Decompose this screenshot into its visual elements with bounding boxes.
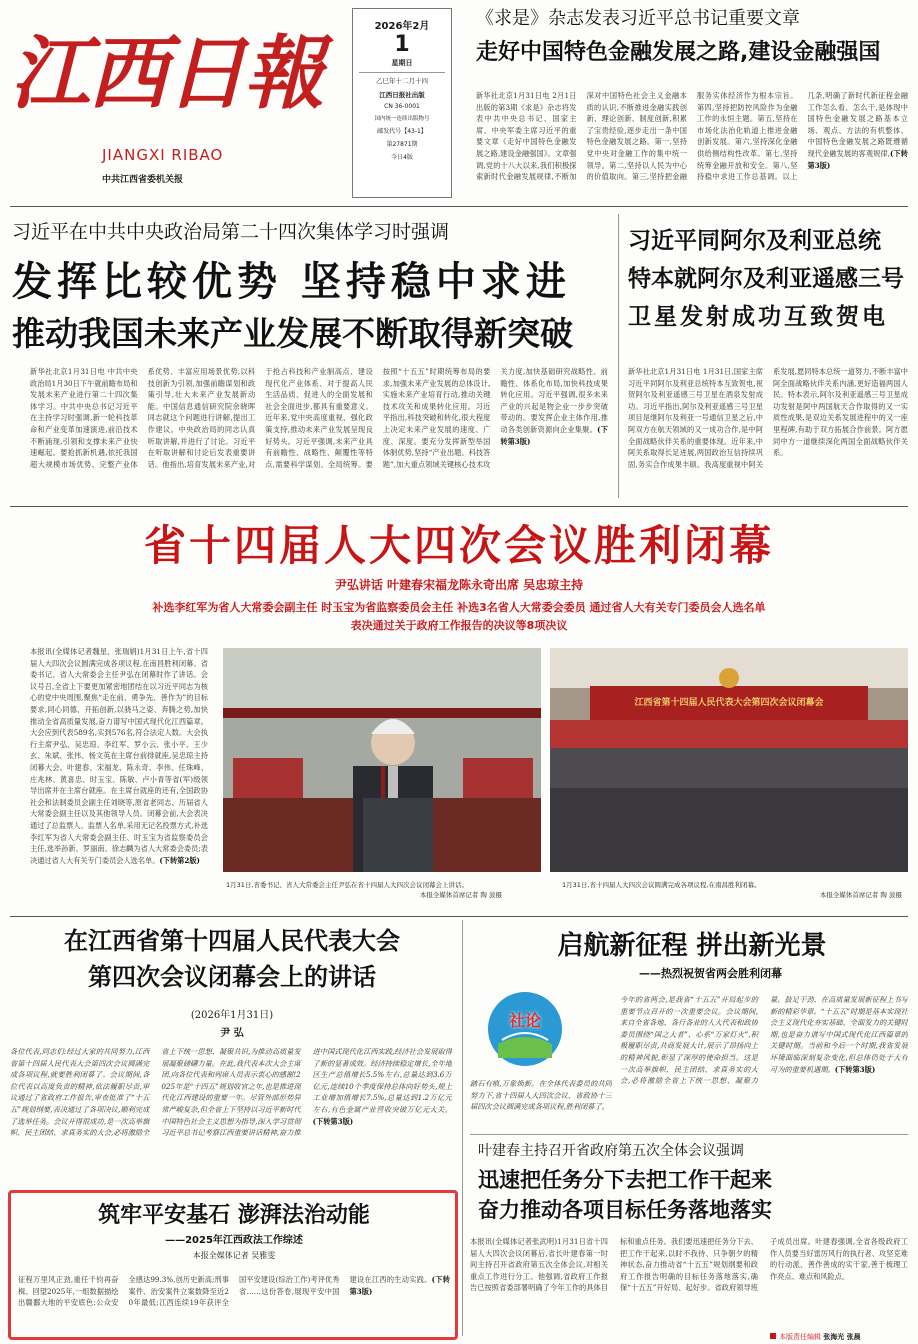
footer-editors: 张海光 张晨 bbox=[823, 1333, 861, 1341]
art7-body: 本报讯(全媒体记者张武明)1月31日省十四届人大四次会议闭幕后,省长叶建春第一时间主持召开省政府第五次全体会议,对相关重点工作进行分工。他强调,省政府工作报告已按照省委部署明确了今年工作的具体目标和重点任务。我们要迅速把任务分下去、把工作干起来,以时不我待、只争朝夕的精神状态,奋力推动省“十五五”规划纲要和政府工作报告明确的目标任务落地落实,确保“十五五”开好局、起好步。省政府领导班子成员出席。叶建春强调,全省各级政府工作人员要当好雷厉风行的执行者、攻坚克难的行动派、善作善成的实干家,善于梳理工作亮点、难点和风险点。 bbox=[470, 1237, 908, 1293]
masthead-org: 中共江西省委机关报 bbox=[102, 175, 184, 185]
art7-headline-1[interactable]: 迅速把任务分下去把工作干起来 bbox=[478, 1168, 772, 1192]
art5-headline-2[interactable]: 第四次会议闭幕会上的讲话 bbox=[88, 963, 376, 991]
art8-continue[interactable]: (下转第3版) bbox=[349, 1275, 450, 1296]
art3-body: 新华社北京1月31日电 1月31日,国家主席习近平同阿尔及利亚总统特本互致贺电,祝贺阿尔及利亚遥感三号卫星在酒泉发射成功。习近平指出,阿尔及利亚遥感三号卫星项目是继阿尔及利亚一号通信卫星之后,中阿双方在航天领域的又一成功合作,是中阿全面战略伙伴关系的重要体现。近年来,中阿关系取得长足进展,两国政治互信持续巩固,务实合作成果丰硕。我高度重视中阿关系发展,愿同特本总统一道努力,不断丰富中阿全面战略伙伴关系内涵,更好造福两国人民。特本表示,阿尔及利亚遥感三号卫星成功发射是阿中两国航天合作取得的又一实质性成果,是双边关系发展进程中的又一座里程碑,有助于双方拓展合作前景。阿方愿同中方一道继续深化两国全面战略伙伴关系。 bbox=[628, 367, 908, 469]
footer-label: 本版责任编辑 bbox=[779, 1333, 821, 1341]
masthead-pinyin: JIANGXI RIBAO bbox=[102, 146, 224, 164]
art7-headline-2[interactable]: 奋力推动各项目标任务落地落实 bbox=[478, 1198, 772, 1222]
date-weekday: 星期日 bbox=[391, 59, 413, 67]
divider-top bbox=[10, 206, 908, 207]
art5-continue[interactable]: (下转第3版) bbox=[312, 1116, 354, 1126]
art8-headline[interactable]: 筑牢平安基石 澎湃法治动能 bbox=[98, 1203, 370, 1228]
art1-body: 新华社北京1月31日电 2月1日出版的第3期《求是》杂志将发表中共中央总书记、国家主席、中央军委主席习近平的重要文章《走好中国特色金融发展之路,建设金融强国》。文章强调,党的十八大以来,我们积极探索新时代金融发展规律,不断加深对中国特色社会主义金融本质的认识,不断推进金融实践创新、理论创新、制度创新,积累了宝贵经验,逐步走出一条中国特色金融发展之路。第一,坚持党中央对金融工作的集中统一领导。第二,坚持以人民为中心的价值取向。第三,坚持把金融服务实体经济作为根本宗旨。第四,坚持把防控风险作为金融工作的永恒主题。第五,坚持在市场化法治化轨道上推进金融创新发展。第六,坚持深化金融供给侧结构性改革。第七,坚持统筹金融开放和安全。第八,坚持稳中求进工作总基调。以上几条,明确了新时代新征程金融工作怎么看、怎么干,是体现中国特色金融发展之路基本立场、观点、方法的有机整体。中国特色金融发展之路既遵循现代金融发展的客观规律,(下转第3版) bbox=[476, 91, 908, 182]
art8-sub: ——2025年江西政法工作综述 bbox=[165, 1235, 303, 1246]
caption-1-credit: 本报全媒体首席记者 陶 波摄 bbox=[419, 891, 502, 899]
date-issn: 国内统一连续出版物号 bbox=[374, 116, 430, 122]
art3-headline-line-2: 特本就阿尔及利亚遥感三号 bbox=[628, 266, 904, 292]
art3-divider bbox=[618, 214, 619, 498]
caption-2 bbox=[562, 880, 908, 914]
art3-headline-line-1: 习近平同阿尔及利亚总统 bbox=[628, 228, 881, 254]
divider-art7 bbox=[470, 1134, 908, 1135]
masthead-logo: 江西日報 bbox=[10, 26, 322, 120]
hall-banner: 江西省第十四届人民代表大会第四次会议闭幕会 bbox=[634, 698, 824, 708]
art5-author: 尹 弘 bbox=[220, 1028, 244, 1039]
hall-photo-graphic bbox=[550, 648, 908, 872]
divider-mid bbox=[10, 506, 908, 507]
art1-headline[interactable]: 走好中国特色金融发展之路,建设金融强国 bbox=[476, 40, 881, 65]
editorial-badge-label: 社论 bbox=[508, 1011, 541, 1030]
date-cn: CN 36-0001 bbox=[384, 103, 420, 110]
editorial-badge bbox=[488, 992, 562, 1066]
art3-headline[interactable] bbox=[628, 222, 913, 336]
photo-speaker bbox=[223, 648, 541, 872]
art2-continue[interactable]: (下转第3版) bbox=[500, 424, 608, 446]
date-issue: 第27871期 bbox=[386, 141, 418, 148]
date-day: 1 bbox=[394, 32, 410, 57]
speaker-photo-graphic bbox=[223, 648, 541, 872]
date-year-month: 2026年2月 bbox=[374, 21, 430, 32]
art4-continue[interactable]: (下转第2版) bbox=[159, 855, 200, 865]
art5-headline-1[interactable]: 在江西省第十四届人民代表大会 bbox=[64, 927, 400, 955]
art7-kicker: 叶建春主持召开省政府第五次全体会议强调 bbox=[478, 1143, 744, 1159]
date-pages: 今日4版 bbox=[391, 154, 413, 161]
art4-sub-2: 补选李红军为省人大常委会副主任 时玉宝为省监察委员会主任 补选3名省人大常委会委员 通过省人大有关专门委员会人选名单 bbox=[152, 601, 766, 614]
divider-lower bbox=[10, 916, 908, 917]
footer-editor bbox=[770, 1330, 916, 1344]
art4-headline[interactable]: 省十四届人大四次会议胜利闭幕 bbox=[143, 521, 774, 570]
date-publisher: 江西日报社出版 bbox=[379, 91, 425, 99]
art6-divider bbox=[462, 920, 463, 1336]
art4-body: 本报讯(全媒体记者魏星、张瑞娟)1月31日上午,省十四届人大四次会议圆满完成各项议程,在南昌胜利闭幕。省委书记、省人大常委会主任尹弘在闭幕时作了讲话。会议号召,全省上下要更加紧密地团结在以习近平同志为核心的党中央周围,聚焦“走在前、勇争先、善作为”的目标要求,同心同德、开拓创新,以骁马之姿、奔腾之势,加快推动全省高质量发展,奋力谱写中国式现代化江西篇章。大会应到代表589名,实到576名,符合法定人数。大会执行主席尹弘、吴忠琼、李红军、罗小云、张小平、王少玄、朱斌、张伟、杨文英在主席台前排就座,吴忠琼主持闭幕大会。叶建春、宋福龙、陈永奇、李伟、任珠峰、庄兆林、黄喜忠、时玉宝、陈敏、卢小青等省(军)级领导出席并在主席台就座。在主席台就座的还有,全国政协社会和法制委员会副主任刘晓等,原省老同志、历届省人大常委会副主任以及其他领导人员。闭幕会前,大会表决通过了总监票人、监票人名单,采用无记名投票方式,补选李红军为省人大常委会副主任、时玉宝为省监察委员会主任,选举孙新、罗丽南、徐志麟为省人大常委会委员;表决通过省人大有关专门委员会人选名单。(下转第2版) bbox=[30, 647, 208, 865]
art5-date: (2026年1月31日) bbox=[190, 1010, 274, 1021]
art1-kicker: 《求是》杂志发表习近平总书记重要文章 bbox=[476, 8, 800, 29]
art6-sub: ——热烈祝贺省两会胜利闭幕 bbox=[639, 967, 782, 980]
photo-hall bbox=[550, 648, 908, 872]
art2-headline-1[interactable]: 发挥比较优势 坚持稳中求进 bbox=[12, 259, 571, 305]
art6-continue[interactable]: (下转第3版) bbox=[834, 1064, 876, 1074]
art6-headline[interactable]: 启航新征程 拼出新光景 bbox=[557, 931, 827, 961]
art4-sub-3: 表决通过关于政府工作报告的决议等8项决议 bbox=[350, 619, 568, 632]
art6-pretext: 踏石有痕,万象焕新。在全体代表委员的共同努力下,省十四届人大四次会议、省政协十三届四次会议圆满完成各项议程,胜利闭幕了。 bbox=[470, 1079, 612, 1112]
date-box bbox=[352, 8, 452, 198]
date-postal: 邮发代号【43-1】 bbox=[377, 128, 427, 135]
footer-marker-icon bbox=[770, 1333, 776, 1339]
caption-2-credit: 本报全媒体首席记者 陶 波摄 bbox=[819, 891, 902, 899]
art6-body: 今年的省两会,是我省“十五五”开局起步的重要节点召开的一次重要会议。会议期间,来自全省各地、各行各业的人大代表和政协委员围绕“国之大者”、心系“万家灯火”,积极履职尽责,共商发展大计,展示了昂扬向上的精神风貌,彰显了深厚的使命担当。这是一次高举旗帜、民主团结、求真务实的大会,必将激励全省上下统一思想、凝聚力量、鼓足干劲、在高质量发展新征程上书写新的精彩华章。“十五五”时期是基本实现社会主义现代化夯实基础、全面发力的关键时期,也是奋力谱写中国式现代化江西篇章的关键时期。当前和今后一个时期,我省发展环境面临深刻复杂变化,但总体仍处于大有可为的重要机遇期。(下转第3版) bbox=[620, 995, 908, 1086]
caption-1 bbox=[226, 880, 542, 914]
art8-body: 征程万里风正劲,重任千钧再奋楫。回望2025年,一组数据描绘出赣鄱大地的平安底色:公众安全感达99.3%,创历史新高;刑事案件、治安案件立案数降至近20年最低;江西连续19年获评全国平安建设(综治工作)考评优秀省……这份答卷,展现平安中国建设在江西的生动实践。(下转第3版) bbox=[18, 1275, 450, 1308]
date-lunar: 乙巳年十二月十四 bbox=[376, 77, 428, 85]
caption-2-text: 1月31日,省十四届人大四次会议圆满完成各项议程,在南昌胜利闭幕。 bbox=[562, 881, 761, 889]
art4-sub-1: 尹弘讲话 叶建春宋福龙陈永奇出席 吴忠琼主持 bbox=[334, 578, 584, 592]
art2-body: 新华社北京1月31日电 中共中央政治局1月30日下午就前瞻布局和发展未来产业进行第二十四次集体学习。中共中央总书记习近平在主持学习时强调,新一轮科技革命和产业变革加速演进,前沿技术不断涌现,引领和支撑未来产业快速崛起。要抢抓新机遇,依托我国超大规模市场优势、完整产业体系优势、丰富应用场景优势,以科技创新为引领,加强前瞻谋划和政策引导,壮大未来产业发展新动能。中国信息通信研究院余晓晖同志就这个问题进行讲解,提出工作建议。中央政治局的同志认真听取讲解,并进行了讨论。习近平在听取讲解和讨论后发表重要讲话。他指出,培育发展未来产业,对于抢占科技和产业制高点、建设现代化产业体系、对于提高人民生活品质、促进人的全面发展和社会全面进步,都具有重要意义。近年来,党中央高度重视、强化政策支持,推动未来产业发展呈现良好势头。习近平强调,未来产业具有前瞻性、战略性、颠覆性等特点,需要科学谋划、全局统筹。要按照“十五五”时期统筹布局的要求,加强未来产业发展的总体设计,实施未来产业培育行动,推动关键技术攻关和成果转化应用。习近平指出,科技突破和转化,很大程度上决定未来产业发展的速度、广度、深度。要充分发挥新型举国体制优势,坚持“产业出题、科技答题”,加大重点领域关键核心技术攻关力度,加快基础研究战略性、前瞻性、体系化布局,加快科技成果转化应用。习近平强调,很多未来产业的兴起是物企业一步步突破带动的。要发挥企业主体作用,推动各类创新资源向企业集聚。(下转第3版) bbox=[30, 367, 608, 469]
art2-headline-2[interactable]: 推动我国未来产业发展不断取得新突破 bbox=[12, 314, 573, 353]
art5-body: 各位代表,同志们:经过大家的共同努力,江西省第十四届人民代表大会第四次会议圆满完成各项议程,就要胜利闭幕了。会议期间,各位代表以高度负责的精神,依法履职尽责,审议通过了省政府工作报告,审查批准了“十五五”规划纲要,表决通过了各项决议,顺利完成了选举任务。会议开得很成功,是一次高举旗帜、民主团结、求真务实的大会,必将激励全省上下统一思想、凝聚共识,为推动高质量发展凝聚磅礴力量。在此,我代表本次大会主席团,向各位代表和列席人员表示衷心的感谢!2025年是“十四五”规划收官之年,也是推进现代化江西建设的重要一年。尽管外部形势异常严峻复杂,但全省上下坚持以习近平新时代中国特色社会主义思想为指导,深入学习贯彻习近平总书记考察江西重要讲话精神,奋力推进中国式现代化江西实践,经济社会发展取得了新的显著成效。经济持续稳定增长,全年地区生产总值增长5.5%左右,总量达到3.6万亿元,连续10个季度保持总体向好势头,规上工业增加值增长7.5%,总量达到1.2万亿元左右,有色金属产业营收突破万亿元大关。(下转第3版) bbox=[10, 1047, 452, 1138]
art8-byline: 本报全媒体记者 吴雅雯 bbox=[192, 1251, 276, 1260]
caption-1-text: 1月31日,省委书记、省人大常委会主任尹弘在省十四届人大四次会议闭幕会上讲话。 bbox=[226, 881, 468, 889]
art2-kicker: 习近平在中共中央政治局第二十四次集体学习时强调 bbox=[12, 221, 450, 243]
art1-continue[interactable]: (下转第3版) bbox=[807, 148, 908, 170]
art3-headline-line-3: 卫星发射成功互致贺电 bbox=[628, 304, 888, 330]
